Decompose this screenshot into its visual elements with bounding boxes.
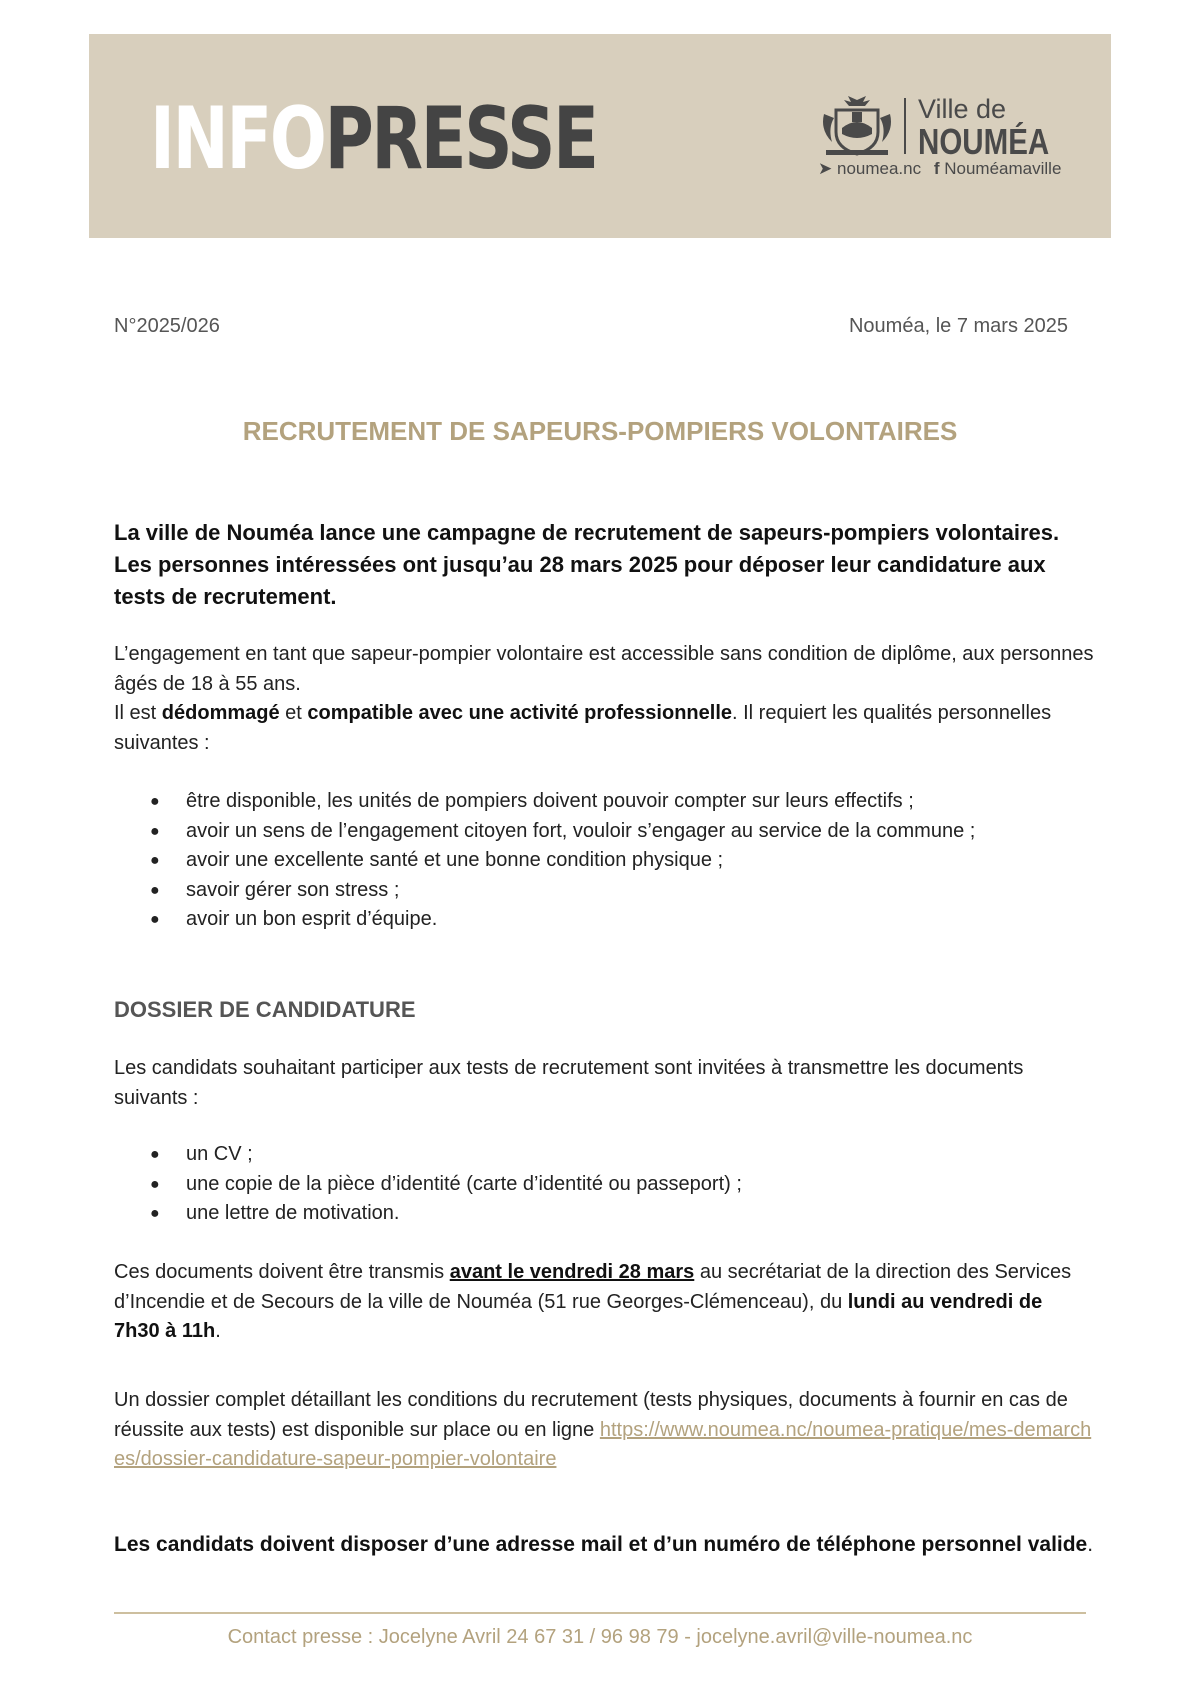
press-release-date: Nouméa, le 7 mars 2025 bbox=[848, 315, 1068, 337]
info-presse-logo bbox=[150, 89, 597, 189]
logo-city-name: NOUMÉA bbox=[918, 121, 1050, 162]
list-item: ● être disponible, les unités de pompiers doivent pouvoir compter sur leurs effectifs ; bbox=[114, 787, 1104, 817]
lead-paragraph: La ville de Nouméa lance une campagne de recrutement de sapeurs-pompiers volontaires. Les personnes intéressées ont jusqu’au 28 mars 2025 pour déposer leur candidature aux tests de recrutement. bbox=[114, 520, 1060, 609]
intro-paragraph: L’engagement en tant que sapeur-pompier volontaire est accessible sans condition de diplôme, aux personnes âgés de 18 à 55 ans. Il est dédommagé et compatible avec une activité professionnelle. Il requiert les qualités personnelles suivantes : bbox=[114, 643, 1094, 754]
intro-line-1: L’engagement en tant que sapeur-pompier volontaire est accessible sans condition de diplôme, aux personnes âgés de 18 à 55 ans. bbox=[114, 643, 1094, 695]
city-crest-icon bbox=[818, 94, 896, 158]
list-item: ● avoir un sens de l’engagement citoyen fort, vouloir s’engager au service de la commune ; bbox=[114, 817, 1104, 847]
list-item: ● une lettre de motivation. bbox=[114, 1199, 1104, 1229]
press-contact: Contact presse : Jocelyne Avril 24 67 31 / 96 98 79 - jocelyne.avril@ville-noumea.nc bbox=[227, 1626, 973, 1648]
logo-social-links bbox=[818, 158, 1061, 180]
brand-info: INFO bbox=[150, 89, 325, 189]
logo-separator bbox=[904, 98, 906, 154]
facebook-icon: f bbox=[933, 159, 940, 178]
list-item: ● une copie de la pièce d’identité (carte d’identité ou passeport) ; bbox=[114, 1170, 1104, 1200]
ville-de-noumea-logo bbox=[818, 94, 1062, 182]
dossier-intro: Les candidats souhaitant participer aux tests de recrutement sont invitées à transmettre les documents suivants : bbox=[114, 1057, 1024, 1109]
transmit-paragraph: Ces documents doivent être transmis avant le vendredi 28 mars au secrétariat de la direction des Services d’Incendie et de Secours de la ville de Nouméa (51 rue Georges-Clémenceau), du lundi au vendredi de 7h30 à 11h. bbox=[114, 1261, 1072, 1342]
press-release-number: N°2025/026 bbox=[114, 315, 220, 337]
documents-list bbox=[114, 1140, 1104, 1229]
requirement-text: Les candidats doivent disposer d’une adresse mail et d’un numéro de téléphone personnel valide bbox=[114, 1533, 1088, 1556]
logo-facebook[interactable]: Nouméamaville bbox=[944, 159, 1062, 178]
dossier-link[interactable]: https://www.noumea.nc/noumea-pratique/mes-demarches/dossier-candidature-sapeur-pompier-volontaire bbox=[114, 1418, 1092, 1470]
list-item: ● un CV ; bbox=[114, 1140, 1104, 1170]
logo-site[interactable]: noumea.nc bbox=[836, 159, 922, 178]
list-item: ● avoir une excellente santé et une bonne condition physique ; bbox=[114, 846, 1104, 876]
brand-presse: PRESSE bbox=[324, 89, 597, 189]
requirement-paragraph: Les candidats doivent disposer d’une adresse mail et d’un numéro de téléphone personnel valide. bbox=[114, 1533, 1094, 1556]
deadline-text: avant le vendredi 28 mars bbox=[449, 1261, 695, 1283]
intro-bold-compensated: dédommagé bbox=[161, 702, 280, 724]
list-item: ● savoir gérer son stress ; bbox=[114, 876, 1104, 906]
opening-hours: lundi au vendredi de 7h30 à 11h bbox=[114, 1290, 1043, 1342]
logo-ville-de: Ville de bbox=[918, 94, 1007, 124]
complete-dossier-paragraph: Un dossier complet détaillant les conditions du recrutement (tests physiques, documents à fournir en cas de réussite aux tests) est disponible sur place ou en ligne https://www.noumea.nc/noumea-pratique/mes-demarches/dossier-candidature-sapeur-pompier-volontaire bbox=[114, 1389, 1092, 1470]
footer-divider bbox=[114, 1612, 1086, 1614]
qualities-list bbox=[114, 787, 1104, 935]
section-heading-dossier: DOSSIER DE CANDIDATURE bbox=[114, 997, 416, 1022]
list-item: ● avoir un bon esprit d’équipe. bbox=[114, 905, 1104, 935]
page-title: RECRUTEMENT DE SAPEURS-POMPIERS VOLONTAIRES bbox=[242, 416, 958, 446]
send-icon: ➤ bbox=[818, 159, 833, 178]
intro-bold-compatible: compatible avec une activité professionnelle bbox=[307, 702, 732, 724]
